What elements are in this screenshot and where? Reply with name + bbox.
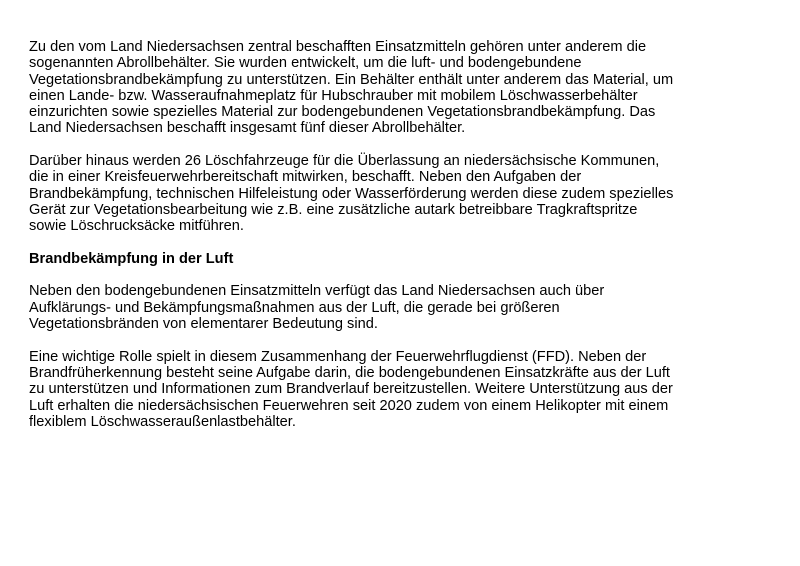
text-line: Neben den bodengebundenen Einsatzmitteln verfügt das Land Niedersachsen auch über xyxy=(29,283,605,300)
paragraph-luft-einsatzmittel xyxy=(29,283,789,332)
text-line: zu unterstützen und Informationen zum Brandverlauf bereitzustellen. Weitere Unterstützung aus der xyxy=(29,381,673,398)
text-line: Zu den vom Land Niedersachsen zentral beschafften Einsatzmitteln gehören unter anderem die xyxy=(29,39,647,55)
text-line: Vegetationsbränden von elementarer Bedeutung sind. xyxy=(29,316,378,333)
text-line: Brandbekämpfung, technischen Hilfeleistung oder Wasserförderung werden diese zudem spezielles xyxy=(29,185,674,202)
text-line: Aufklärungs- und Bekämpfungsmaßnahmen aus der Luft, die gerade bei größeren xyxy=(29,299,560,316)
paragraph-feuerwehrflugdienst xyxy=(29,349,789,430)
text-line: Brandfrüherkennung besteht seine Aufgabe darin, die bodengebundenen Einsatzkräfte aus der Luft xyxy=(29,364,670,381)
text-line: Eine wichtige Rolle spielt in diesem Zusammenhang der Feuerwehrflugdienst (FFD). Neben der xyxy=(29,348,647,365)
text-line: Land Niedersachsen beschafft insgesamt fünf dieser Abrollbehälter. xyxy=(29,120,466,137)
text-line: Gerät zur Vegetationsbearbeitung wie z.B. eine zusätzliche autark betreibbare Tragkraftspritze xyxy=(29,201,638,218)
text-line: die in einer Kreisfeuerwehrbereitschaft mitwirken, beschafft. Neben den Aufgaben der xyxy=(29,169,582,186)
text-line: einen Lande- bzw. Wasseraufnahmeplatz für Hubschrauber mit mobilem Löschwasserbehälter xyxy=(29,87,638,104)
text-line: Darüber hinaus werden 26 Löschfahrzeuge für die Überlassung an niedersächsische Kommunen, xyxy=(29,153,660,170)
paragraph-loeschfahrzeuge xyxy=(29,153,789,234)
text-line: Luft erhalten die niedersächsischen Feuerwehren seit 2020 zudem von einem Helikopter mit einem xyxy=(29,397,669,414)
text-line: Vegetationsbrandbekämpfung zu unterstützen. Ein Behälter enthält unter anderem das Material, um xyxy=(29,71,674,88)
text-line: sowie Löschrucksäcke mitführen. xyxy=(29,218,244,235)
text-line: flexiblem Löschwasseraußenlastbehälter. xyxy=(29,413,296,430)
text-line: sogenannten Abrollbehälter. Sie wurden entwickelt, um die luft- und bodengebundene xyxy=(29,55,582,72)
document-page xyxy=(29,39,789,446)
paragraph-abrollbehaelter xyxy=(29,39,789,137)
section-heading: Brandbekämpfung in der Luft xyxy=(29,250,234,267)
text-line: einzurichten sowie spezielles Material zur bodengebundenen Vegetationsbrandbekämpfung. Das xyxy=(29,104,656,121)
